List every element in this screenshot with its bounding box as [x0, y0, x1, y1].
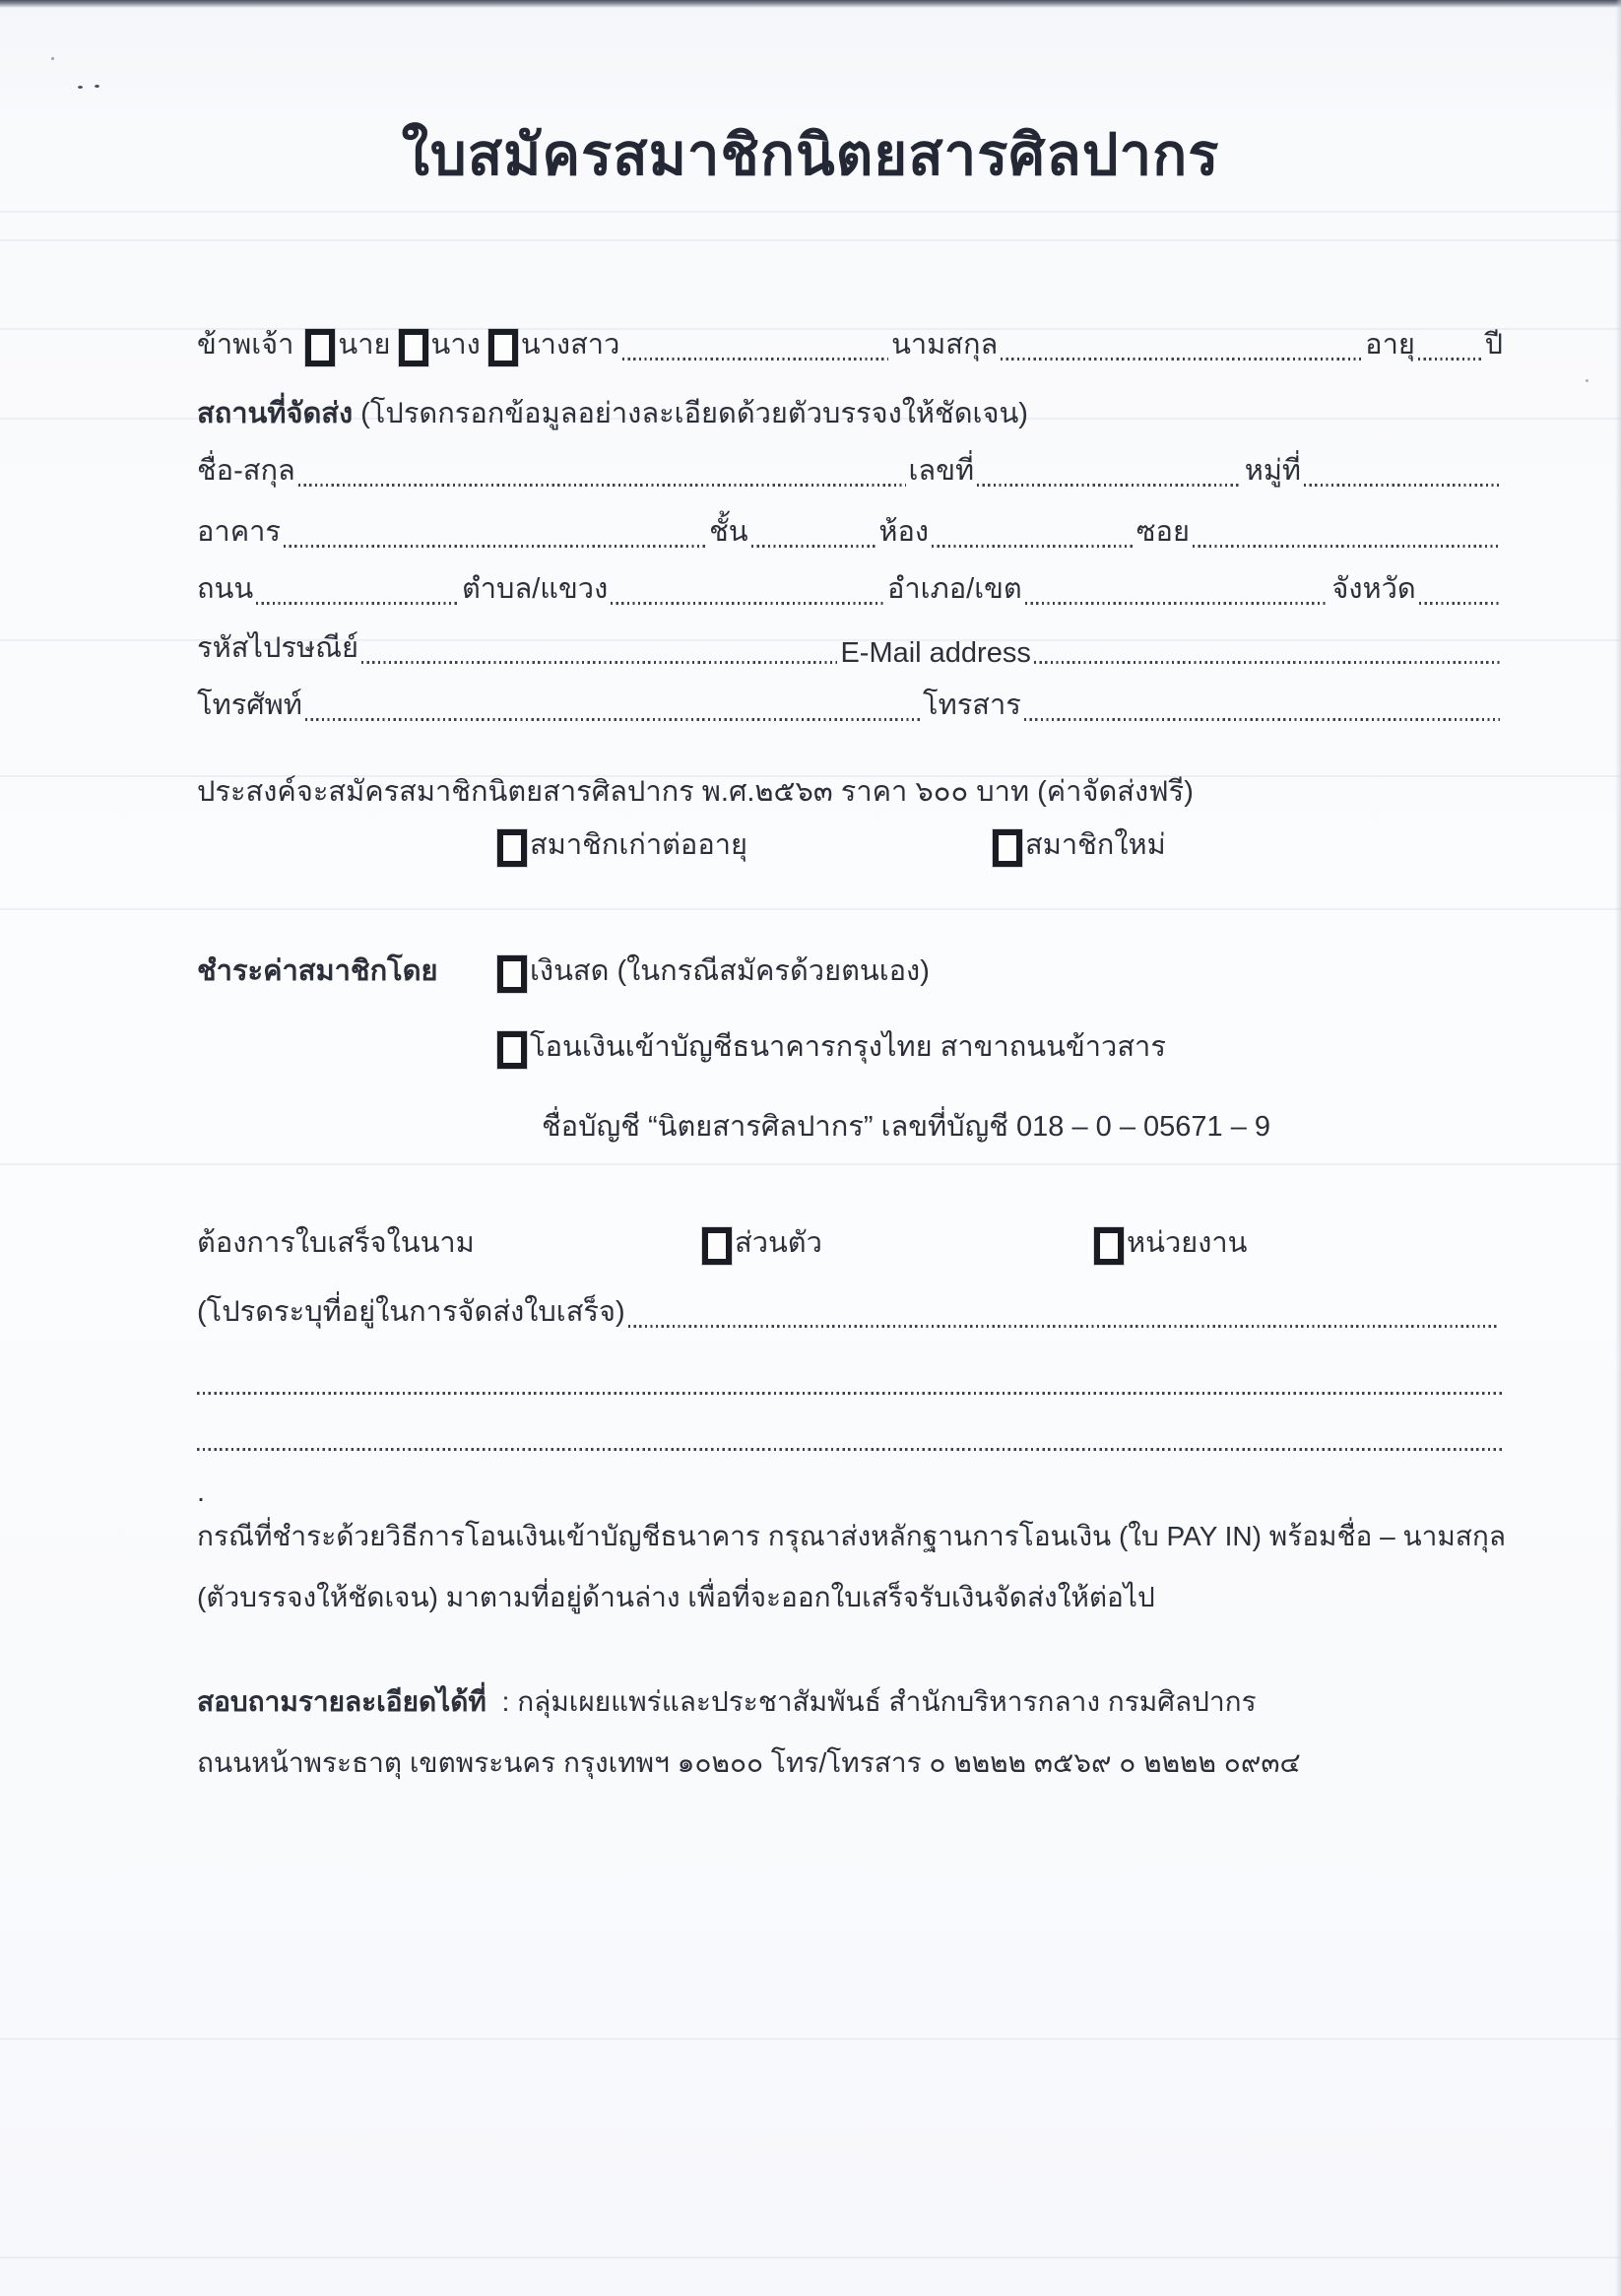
pay-transfer-option [497, 1023, 1166, 1069]
moo-write-line[interactable] [1304, 484, 1500, 487]
age-write-line[interactable] [1418, 358, 1482, 361]
room-write-line[interactable] [932, 545, 1134, 548]
house-no-write-line[interactable] [977, 484, 1242, 487]
receipt-row [197, 1215, 1503, 1265]
province-write-line[interactable] [1419, 602, 1500, 605]
email-write-line[interactable] [1034, 661, 1500, 664]
title-mrs-label: นาง [430, 329, 481, 361]
receipt-address-write-line-1[interactable] [628, 1325, 1500, 1328]
renew-member-label: สมาชิกเก่าต่ออายุ [530, 829, 748, 861]
transfer-note-line-2: (ตัวบรรจงให้ชัดเจน) มาตามที่อยู่ด้านล่าง เพื่อที่จะออกใบเสร็จรับเงินจัดส่งให้ต่อไป [197, 1582, 1155, 1612]
phone-write-line[interactable] [305, 718, 920, 721]
new-member-label: สมาชิกใหม่ [1025, 829, 1166, 861]
pay-cash-checkbox[interactable] [497, 955, 527, 993]
scan-band-artifact [0, 2038, 1621, 2040]
phone-label: โทรศัพท์ [197, 689, 302, 721]
new-member-option [993, 821, 1166, 867]
subscription-statement-row [197, 764, 1503, 814]
postal-email-row [197, 621, 1503, 670]
pay-transfer-checkbox[interactable] [497, 1031, 527, 1069]
road-write-line[interactable] [256, 602, 459, 605]
first-name-write-line[interactable] [622, 358, 888, 361]
renew-member-checkbox[interactable] [497, 829, 527, 867]
pay-transfer-label: โอนเงินเข้าบัญชีธนาคารกรุงไทย สาขาถนนข้าวสาร [530, 1031, 1166, 1063]
postal-code-label: รหัสไปรษณีย์ [197, 632, 358, 664]
shipping-heading: สถานที่จัดส่ง [197, 398, 354, 429]
subdistrict-label: ตำบล/แขวง [461, 573, 609, 605]
scan-band-artifact [0, 2257, 1621, 2259]
road-row [197, 561, 1503, 611]
dust-speck [51, 57, 54, 60]
title-miss-checkbox[interactable] [488, 329, 518, 366]
title-mr-checkbox[interactable] [305, 329, 335, 366]
building-row [197, 504, 1503, 554]
name-write-line[interactable] [298, 484, 906, 487]
shipping-heading-note: (โปรดกรอกข้อมูลอย่างละเอียดด้วยตัวบรรจงให้ชัดเจน) [360, 398, 1028, 429]
stray-dot: . [197, 1476, 206, 1508]
receipt-personal-checkbox[interactable] [702, 1227, 732, 1265]
district-write-line[interactable] [1025, 602, 1329, 605]
fax-write-line[interactable] [1024, 718, 1500, 721]
payment-transfer-row [197, 1019, 1503, 1069]
building-label: อาคาร [197, 516, 281, 548]
floor-write-line[interactable] [751, 545, 876, 548]
receipt-address-write-line-2[interactable] [197, 1392, 1505, 1395]
dust-speck [95, 85, 99, 88]
contact-address: ถนนหน้าพระธาตุ เขตพระนคร กรุงเทพฯ ๑๐๒๐๐ โทร/โทรสาร ๐ ๒๒๒๒ ๓๕๖๙ ๐ ๒๒๒๒ ๐๙๓๔ [197, 1747, 1301, 1778]
road-label: ถนน [197, 573, 254, 605]
receipt-personal-label: ส่วนตัว [735, 1227, 822, 1259]
pay-cash-option [497, 948, 930, 993]
subscription-statement: ประสงค์จะสมัครสมาชิกนิตยสารศิลปากร พ.ศ.๒๕๖๓ ราคา ๖๐๐ บาท (ค่าจัดส่งฟรี) [197, 776, 1194, 808]
new-member-checkbox[interactable] [993, 829, 1022, 867]
shipping-heading-row [197, 386, 1503, 435]
phone-fax-row [197, 678, 1503, 727]
receipt-label: ต้องการใบเสร็จในนาม [197, 1227, 475, 1259]
fax-label: โทรสาร [923, 689, 1021, 721]
scan-band-artifact [0, 211, 1621, 213]
floor-label: ชั้น [709, 516, 748, 548]
age-unit-label: ปี [1484, 329, 1504, 361]
scan-band-artifact [0, 239, 1621, 241]
province-label: จังหวัด [1331, 573, 1416, 605]
district-label: อำเภอ/เขต [886, 573, 1022, 605]
title-miss-label: นางสาว [520, 329, 620, 361]
contact-label: สอบถามรายละเอียดได้ที่ [197, 1686, 486, 1717]
account-row [197, 1099, 1503, 1148]
soi-label: ซอย [1135, 516, 1190, 548]
receipt-organization-checkbox[interactable] [1094, 1227, 1124, 1265]
receipt-address-write-line-3[interactable] [197, 1448, 1505, 1451]
stray-dot-row [197, 1460, 1503, 1509]
name-address-row [197, 443, 1503, 492]
title-mr-label: นาย [338, 329, 391, 361]
receipt-organization-option [1094, 1219, 1248, 1265]
receipt-organization-label: หน่วยงาน [1127, 1227, 1248, 1259]
surname-label: นามสกุล [891, 329, 999, 361]
account-line: ชื่อบัญชี “นิตยสารศิลปากร” เลขที่บัญชี 018 – 0 – 05671 – 9 [542, 1111, 1271, 1143]
name-label: ชื่อ-สกุล [197, 455, 295, 487]
scan-band-artifact [0, 1163, 1621, 1165]
receipt-address-note: (โปรดระบุที่อยู่ในการจัดส่งใบเสร็จ) [197, 1296, 625, 1328]
form-title: ใบสมัครสมาชิกนิตยสารศิลปากร [401, 123, 1220, 187]
dust-speck [1586, 379, 1589, 382]
contact-detail: : กลุ่มเผยแพร่และประชาสัมพันธ์ สำนักบริหารกลาง กรมศิลปากร [501, 1686, 1257, 1717]
email-label: E-Mail address [840, 637, 1031, 669]
moo-label: หมู่ที่ [1244, 455, 1302, 487]
subdistrict-write-line[interactable] [611, 602, 884, 605]
postal-code-write-line[interactable] [361, 661, 837, 664]
payment-label: ชำระค่าสมาชิกโดย [197, 955, 438, 987]
age-label: อายุ [1365, 329, 1415, 361]
receipt-address-row [197, 1284, 1503, 1334]
applicant-row [197, 317, 1503, 366]
payment-cash-row [197, 944, 1503, 993]
member-type-row [197, 818, 1503, 867]
renew-member-option [497, 821, 747, 867]
surname-write-line[interactable] [1001, 358, 1362, 361]
applicant-label: ข้าพเจ้า [197, 329, 294, 361]
soi-write-line[interactable] [1193, 545, 1500, 548]
scan-band-artifact [0, 908, 1621, 910]
pay-cash-label: เงินสด (ในกรณีสมัครด้วยตนเอง) [530, 955, 930, 987]
building-write-line[interactable] [284, 545, 706, 548]
scan-top-edge-artifact [0, 0, 1621, 8]
contact-row [197, 1680, 1532, 1724]
dust-speck [78, 86, 83, 89]
scan-right-edge-artifact [1615, 0, 1621, 2296]
transfer-note-line-1: กรณีที่ชำระด้วยวิธีการโอนเงินเข้าบัญชีธนาคาร กรุณาส่งหลักฐานการโอนเงิน (ใบ PAY IN) พร้อมชื่อ – นามสกุล [197, 1521, 1506, 1551]
room-label: ห้อง [878, 516, 930, 548]
title-mrs-checkbox[interactable] [399, 329, 428, 366]
house-no-label: เลขที่ [908, 455, 975, 487]
receipt-personal-option [702, 1219, 822, 1265]
